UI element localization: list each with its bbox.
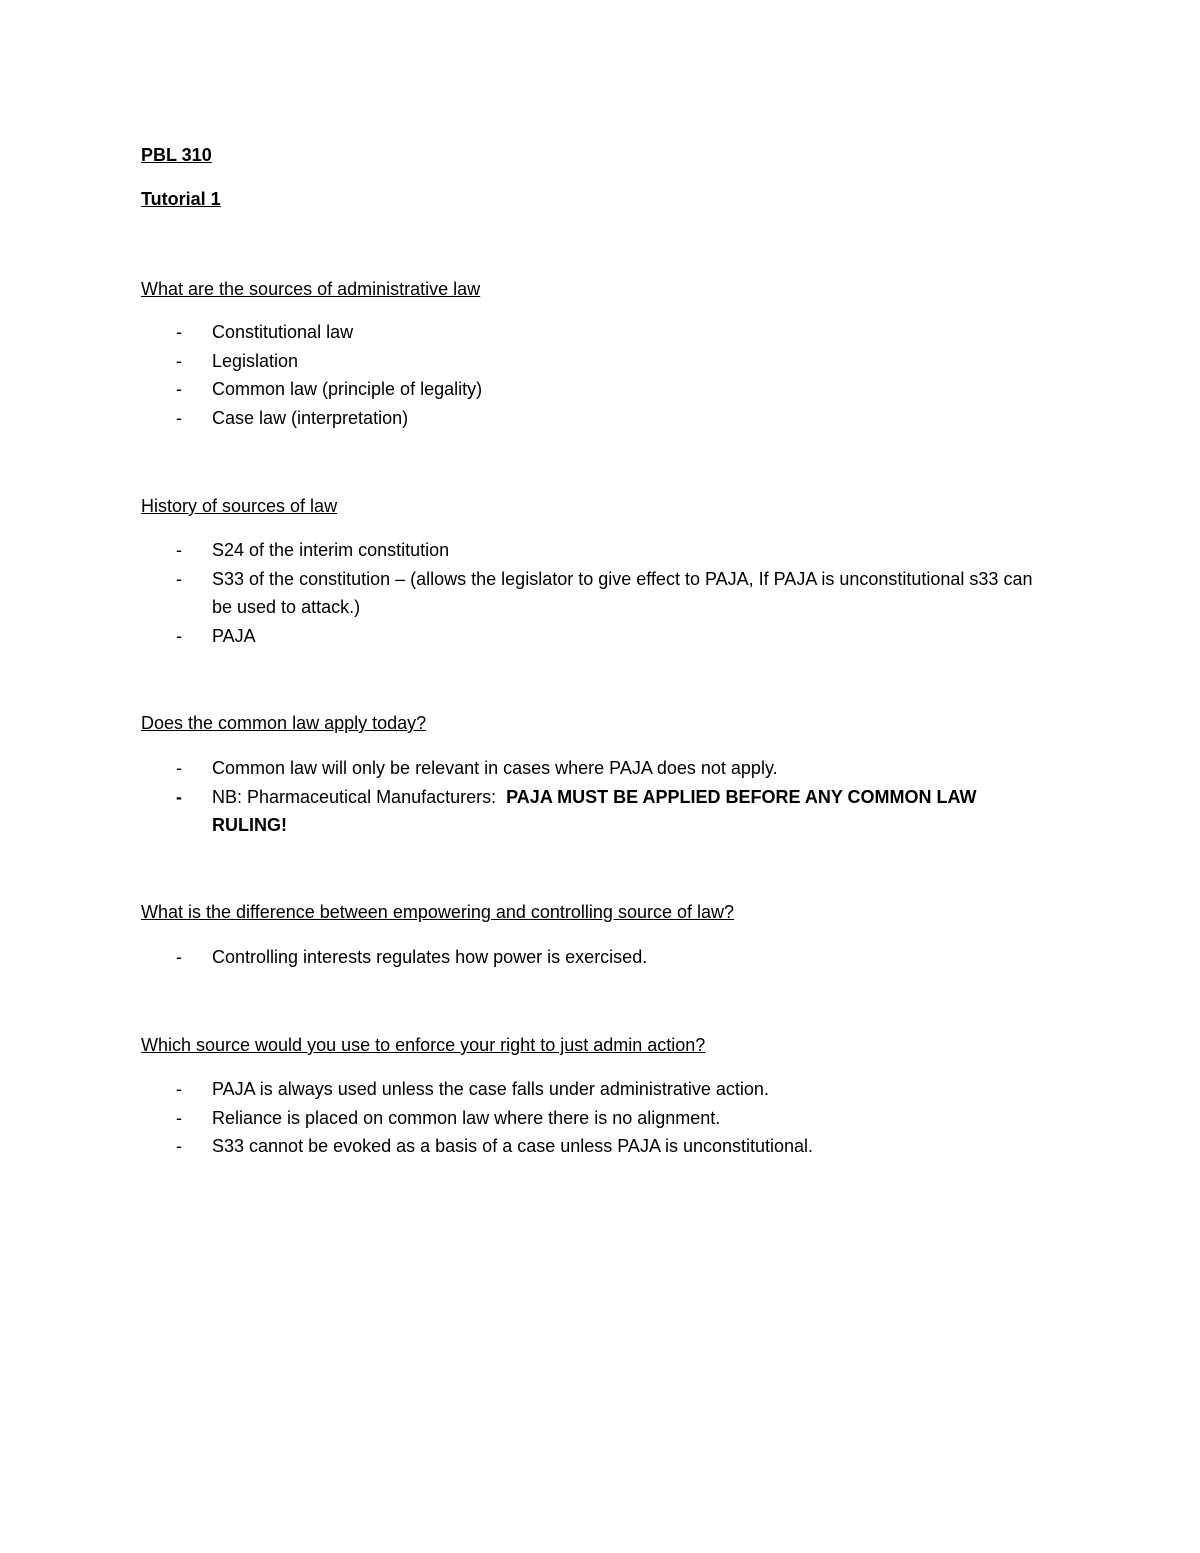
course-title: PBL 310 (141, 145, 212, 165)
bullet-dash: - (176, 540, 182, 560)
section-heading-history: History of sources of law (141, 496, 338, 516)
list-item (141, 347, 1041, 376)
nb-prefix: NB: Pharmaceutical Manufacturers: (212, 786, 497, 807)
bullet-dash: - (176, 758, 182, 778)
enforce-list (141, 1075, 1041, 1161)
list-item-text: Controlling interests regulates how power is exercised. (212, 947, 648, 967)
list-item (141, 622, 1041, 651)
list-item-text: Reliance is placed on common law where there is no alignment. (212, 1107, 721, 1128)
list-item-text: Common law (principle of legality) (212, 379, 483, 399)
nb-emphasis: PAJA MUST BE APPLIED BEFORE ANY COMMON LAW RULING! (212, 786, 977, 835)
bullet-dash: - (176, 322, 182, 342)
list-item (141, 404, 1041, 433)
list-item-text: S33 cannot be evoked as a basis of a case unless PAJA is unconstitutional. (212, 1136, 814, 1156)
list-item (141, 1104, 1041, 1133)
bullet-dash: - (176, 947, 182, 967)
list-item-text: S24 of the interim constitution (212, 540, 450, 560)
list-item-text: PAJA (212, 625, 256, 646)
list-item-nb (141, 783, 1041, 840)
list-item-text: Constitutional law (212, 322, 354, 342)
list-item (141, 318, 1041, 347)
sources-list (141, 318, 1041, 432)
list-item (141, 536, 1041, 565)
tutorial-title: Tutorial 1 (141, 189, 221, 209)
list-item (141, 375, 1041, 404)
list-item (141, 1075, 1041, 1104)
section-heading-empowering: What is the difference between empowering and controlling source of law? (141, 902, 735, 922)
common-law-list (141, 754, 1041, 840)
list-item-text: Legislation (212, 350, 299, 371)
bullet-dash: - (176, 1107, 182, 1128)
section-heading-common-law: Does the common law apply today? (141, 713, 427, 733)
bullet-dash: - (176, 1079, 182, 1099)
bullet-dash: - (176, 568, 182, 589)
list-item-text: PAJA is always used unless the case falls under administrative action. (212, 1079, 769, 1099)
list-item (141, 943, 1041, 972)
bullet-dash: - (176, 379, 182, 399)
section-heading-enforce: Which source would you use to enforce your right to just admin action? (141, 1035, 706, 1055)
list-item (141, 1132, 1041, 1161)
empowering-list (141, 943, 1041, 972)
bullet-dash: - (176, 1136, 182, 1156)
bullet-dash: - (176, 625, 182, 646)
bullet-dash: - (176, 786, 182, 807)
list-item-text: S33 of the constitution – (allows the legislator to give effect to PAJA, If PAJA is unconstitutional s33 can be used to attack.) (212, 568, 1033, 617)
history-list (141, 536, 1041, 650)
list-item (141, 565, 1041, 622)
bullet-dash: - (176, 407, 182, 428)
list-item-text: Case law (interpretation) (212, 407, 409, 428)
bullet-dash: - (176, 350, 182, 371)
list-item (141, 754, 1041, 783)
list-item-text: Common law will only be relevant in cases where PAJA does not apply. (212, 758, 778, 778)
section-heading-sources: What are the sources of administrative law (141, 279, 481, 299)
